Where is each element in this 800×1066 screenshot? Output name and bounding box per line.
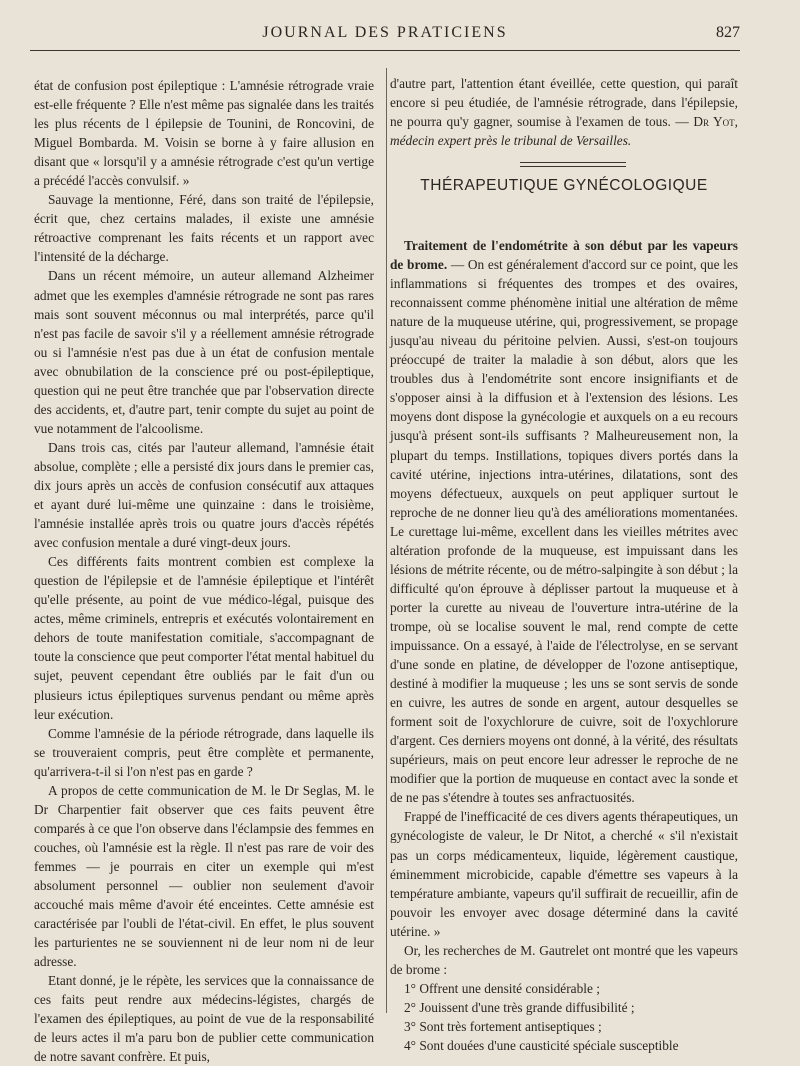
section-rule: [520, 162, 626, 163]
right-column: [390, 236, 738, 1055]
list-item: 4° Sont douées d'une causticité spéciale susceptible: [404, 1037, 679, 1053]
paragraph: [390, 236, 738, 807]
section-rule: [520, 166, 626, 167]
section-title: THÉRAPEUTIQUE GYNÉCOLOGIQUE: [420, 177, 708, 194]
article-text: — On est généralement d'accord sur ce point, que les inflammations si fréquentes des trompes et des ovaires, reconnaissent comme phénomène initial une altération de même nature de la muqueuse utérine, qui, progressivement, se propage jusqu'au niveau du péritoine pelvien. Aussi, s'est-on toujours préoccupé de traiter la maladie à son début, alors que les troubles dus à l'endométrite sont encore insignifiants et de s'opposer ainsi à la diffusion et à l'extension des lésions. Les moyens dont dispose la gynécologie et auxquels on a eu recours jusqu'à présent sont-ils suffisants ? Malheureusement non, la plupart du temps. Instillations, topiques divers portés dans la cavité utérine, injections intra-utérines, dilatations, sont des moyens défectueux, auxquels on peut appliquer surtout le reproche de ne donner lieu qu'à des améliorations momentanées. Le curettage lui-même, excellent dans les vieilles métrites avec altération profonde de la muqueuse, est impuissant dans les lésions de métrite récente, ou de métro-salpingite à son début ; la difficulté qu'on éprouve à déplisser partout la muqueuse et à porter la curette au niveau de l'ouverture intra-utérine de la trompe, où se localise souvent le mal, rend compte de cette impuissance. On a essayé, à l'aide de l'électrolyse, en se servant d'une sonde en platine, de développer de l'ozone antiseptique, destiné à modifier la muqueuse ; les uns se sont servis de sonde en cuivre, les autres de sonde en argent, autour desquelles se forment soit de l'oxychlorure de cuivre, soit de l'oxychlorure d'argent. Ces derniers moyens ont donné, à la vérité, des résultats supérieurs, mais on peut encore leur adresser le reproche de ne modifier que la portion de muqueuse en contact avec la sonde et de ne pas s'étendre à toutes ses anfractuosités.: [390, 257, 739, 806]
running-header: [30, 24, 740, 48]
author-signature: Dr Yot,: [693, 114, 739, 130]
author-role: médecin expert près le tribunal de Versailles.: [390, 133, 632, 149]
paragraph: Etant donné, je le répète, les services que la connaissance de ces faits peut rendre aux médecins-légistes, chargés de l'examen des épileptiques, au point de vue de la responsabilité de leurs actes il m'a paru bon de publier cette communication de notre savant confrère. Et puis,: [34, 973, 374, 1065]
article-heading: Traitement de l'endométrite à son début par les vapeurs de brome.: [390, 238, 738, 273]
list-item: 2° Jouissent d'une très grande diffusibilité ;: [404, 999, 635, 1015]
header-rule: [30, 50, 740, 51]
page-number: 827: [716, 24, 740, 41]
paragraph: état de confusion post épileptique : L'amnésie rétrograde vraie est-elle fréquente ? Elle n'est même pas signalée dans les traités les plus récents de l épilepsie de Tounini, de Roncovini, de Miguel Bombarda. M. Voisin se borne à y faire allusion en disant que « lorsqu'il y a amnésie rétrograde c'est qu'un vertige a précédé l'accès convulsif. »: [34, 78, 374, 189]
property-list: [390, 979, 738, 1055]
paragraph: Or, les recherches de M. Gautrelet ont montré que les vapeurs de brome :: [390, 942, 738, 977]
journal-title: JOURNAL DES PRATICIENS: [262, 24, 508, 41]
continuation-text: d'autre part, l'attention étant éveillée, cette question, qui paraît encore si peu étudiée, de l'amnésie rétrograde, dans l'épilepsie, ne pourra qu'y gagner, soumise à l'examen de tous. —: [390, 76, 738, 130]
paragraph: A propos de cette communication de M. le Dr Seglas, M. le Dr Charpentier fait observer que ces faits peuvent être comparés à ce que l'on observe dans l'éclampsie des femmes en couches, où l'amnésie est la règle. Il n'est pas rare de voir des femmes — je pourrais en citer un exemple qui m'est absolument personnel — oublier non seulement d'avoir accouché mais même d'avoir été enceintes. Cette amnésie est caractérisée par l'oubli de l'état-civil. En effet, le plus souvent les parturientes ne se souviennent ni de leur nom ni de leur adresse.: [34, 782, 374, 970]
list-item: 3° Sont très fortement antiseptiques ;: [404, 1018, 602, 1034]
right-column-continuation: [390, 74, 738, 150]
paragraph: Ces différents faits montrent combien est complexe la question de l'épilepsie et de l'amnésie épileptique et l'intérêt qu'elle présente, au point de vue médico-légal, puisque des actes, même criminels, entrepris et exécutés volontairement en dehors de toute manifestation comitiale, s'accompagnant de toute la conscience que peut comporter l'état mental habituel du sujet, peuvent cependant être oubliés par le fait d'un ou plusieurs ictus épileptiques survenus pendant ou même après leur exécution.: [34, 554, 374, 722]
paragraph: Comme l'amnésie de la période rétrograde, dans laquelle ils se trouveraient compris, peut être complète et permanente, qu'arrivera-t-il si l'on n'est pas en garde ?: [34, 725, 374, 779]
paragraph: Sauvage la mentionne, Féré, dans son traité de l'épilepsie, écrit que, chez certains malades, il existe une amnésie rétroactive comprenant les faits récents et un rapport avec l'intensité de la décharge.: [34, 192, 374, 265]
paragraph: Frappé de l'inefficacité de ces divers agents thérapeutiques, un gynécologiste de valeur, le Dr Nitot, a cherché « s'il n'existait pas un corps médicamenteux, liquide, légèrement caustique, éminemment microbicide, capable d'émettre ses vapeurs à la température ambiante, vapeurs qu'il suffirait de recueillir, afin de pouvoir les envoyer avec dosage déterminé dans la cavité utérine. »: [390, 809, 738, 939]
list-item: 1° Offrent une densité considérable ;: [404, 980, 600, 996]
paragraph: Dans un récent mémoire, un auteur allemand Alzheimer admet que les exemples d'amnésie rétrograde ne sont pas rares mais sont souvent méconnus ou mal interprétés, parce qu'il n'est pas facile de savoir s'il y a réellement amnésie rétrograde ou si l'amnésie n'est pas due à un état de confusion mentale avec obnubilation de la conscience pré ou post-épileptique, question qui ne peut être tranchée que par l'observation directe des accidents, et, d'autre part, tenir compte du sujet au point de vue notamment de l'alcoolisme.: [34, 268, 374, 436]
paragraph: [390, 74, 738, 150]
paragraph: Dans trois cas, cités par l'auteur allemand, l'amnésie était absolue, complète ; elle a persisté dix jours dans le premier cas, dix jours après un accès de confusion consécutif aux attaques et ayant duré lui-même une quinzaine : dans le troisième, l'amnésie installée après trois ou quatre jours d'accès répétés avec confusion mentale a duré vingt-deux jours.: [34, 439, 374, 551]
column-divider: [386, 68, 387, 1013]
left-column: [34, 76, 374, 1066]
